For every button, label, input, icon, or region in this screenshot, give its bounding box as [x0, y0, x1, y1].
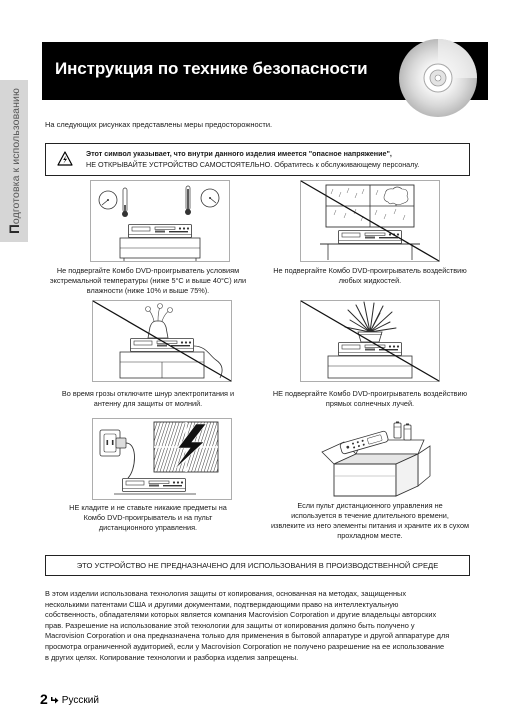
precaution-caption: [260, 266, 480, 286]
notice-box: [45, 555, 470, 576]
precaution-caption: [38, 503, 258, 533]
paragraph-line: Macrovision Corporation и она предназначена только для применения в бытовой аппаратуре и другой аппаратуре для: [45, 631, 450, 641]
warning-box: [45, 143, 470, 176]
footer: [40, 690, 99, 708]
caption-line: НЕ кладите и не ставьте никакие предметы на: [69, 503, 227, 512]
caption-line: Комбо DVD-проигрыватель и на пульт: [83, 513, 213, 522]
paragraph-line: несколькими патентами США и другими документами, подтверждающими право на интеллектуальную: [45, 599, 399, 609]
caption-line: Не подвергайте Комбо DVD-проигрыватель воздействию: [273, 266, 467, 275]
cabinet-drawing: [328, 356, 412, 378]
caption-line: извлеките из него элементы питания и храните их в сухом: [270, 521, 470, 530]
caption-line: Если пульт дистанционного управления не: [297, 501, 443, 510]
object-on-player-prohibited-illustration: [92, 300, 232, 382]
paragraph-line: в других целях. Копирование технологии и разборка изделия запрещены.: [45, 652, 299, 662]
temperature-humidity-illustration: [90, 180, 230, 262]
caption-line: любых жидкостей.: [338, 276, 402, 285]
caption-line: влажности (ниже 10% и выше 75%).: [86, 286, 210, 295]
dvd-player-drawing: [129, 225, 192, 238]
caption-line: НЕ подвергайте Комбо DVD-проигрыватель воздействию: [272, 389, 468, 398]
cabinet-drawing: [120, 352, 204, 378]
thermometer-low-drawing: [122, 188, 128, 217]
paragraph-line: прав. Разрешение на использование этой технологии для защиты от копирования должно быть получено у: [45, 620, 415, 630]
paragraph-line: В этом изделии использована технология защиты от копирования, основанная на методах, защищенных: [45, 589, 407, 598]
caption-line: дистанционного управления.: [98, 523, 198, 532]
side-tab: [0, 80, 28, 242]
page-title: Инструкция по технике безопасности: [55, 59, 368, 78]
notice-text: ЭТО УСТРОЙСТВО НЕ ПРЕДНАЗНАЧЕНО ДЛЯ ИСПОЛЬЗОВАНИЯ В ПРОИЗВОДСТВЕННОЙ СРЕДЕ: [76, 561, 439, 570]
caption-line: прохладном месте.: [337, 531, 403, 540]
remote-batteries-box-illustration: [300, 418, 440, 500]
intro-text: На следующих рисунках представлены меры предосторожности.: [45, 120, 273, 129]
caption-line: антенну для защиты от молний.: [93, 399, 203, 408]
hygrometer-low-drawing: [99, 191, 117, 209]
dvd-player-drawing: [123, 479, 186, 492]
rack-drawing: [120, 238, 200, 261]
liquid-window-prohibited-illustration: [300, 180, 440, 262]
precaution-caption: [38, 266, 258, 296]
precaution-caption: [38, 389, 258, 409]
page-number: 2: [40, 691, 48, 707]
caption-line: Не подвергайте Комбо DVD-проигрыватель условиям: [56, 266, 240, 275]
precaution-caption: [260, 389, 480, 409]
lightning-warning-icon: [57, 151, 73, 166]
precaution-caption: [260, 501, 480, 541]
warning-text-line: Этот символ указывает, что внутри данного изделия имеется "опасное напряжение",: [86, 149, 392, 158]
copy-protection-paragraph: [45, 589, 449, 663]
warning-text-line: НЕ ОТКРЫВАЙТЕ УСТРОЙСТВО САМОСТОЯТЕЛЬНО. Обратитесь к обслуживающему персоналу.: [86, 160, 420, 169]
batteries-drawing: [394, 422, 411, 441]
hygrometer-high-drawing: [201, 189, 219, 207]
side-tab-label: Подготовка к использованию: [6, 88, 22, 234]
disc-icon: [398, 38, 478, 118]
cardboard-box-drawing: [322, 440, 430, 496]
arrow-right-icon: [50, 696, 59, 704]
outlet-thunderstorm-illustration: [92, 418, 232, 500]
thermometer-high-drawing: [185, 186, 191, 215]
dvd-player-drawing: [339, 231, 402, 244]
paragraph-line: просмотра ограниченной аудиторией, если у Macrovision Corporation не получено разрешение на ее использование: [45, 641, 445, 651]
caption-line: экстремальной температуры (ниже 5°C и выше 40°C) или: [49, 276, 247, 285]
language-label: Русский: [61, 694, 99, 706]
paragraph-line: собственность, обладателями которых является компания Macrovision Corporation и другие владельцы авторских: [45, 610, 437, 620]
caption-line: прямых солнечных лучей.: [325, 399, 415, 408]
caption-line: Во время грозы отключите шнур электропитания и: [61, 389, 235, 398]
plant-on-player-prohibited-illustration: [300, 300, 440, 382]
caption-line: используется в течение длительного времени,: [291, 511, 449, 520]
